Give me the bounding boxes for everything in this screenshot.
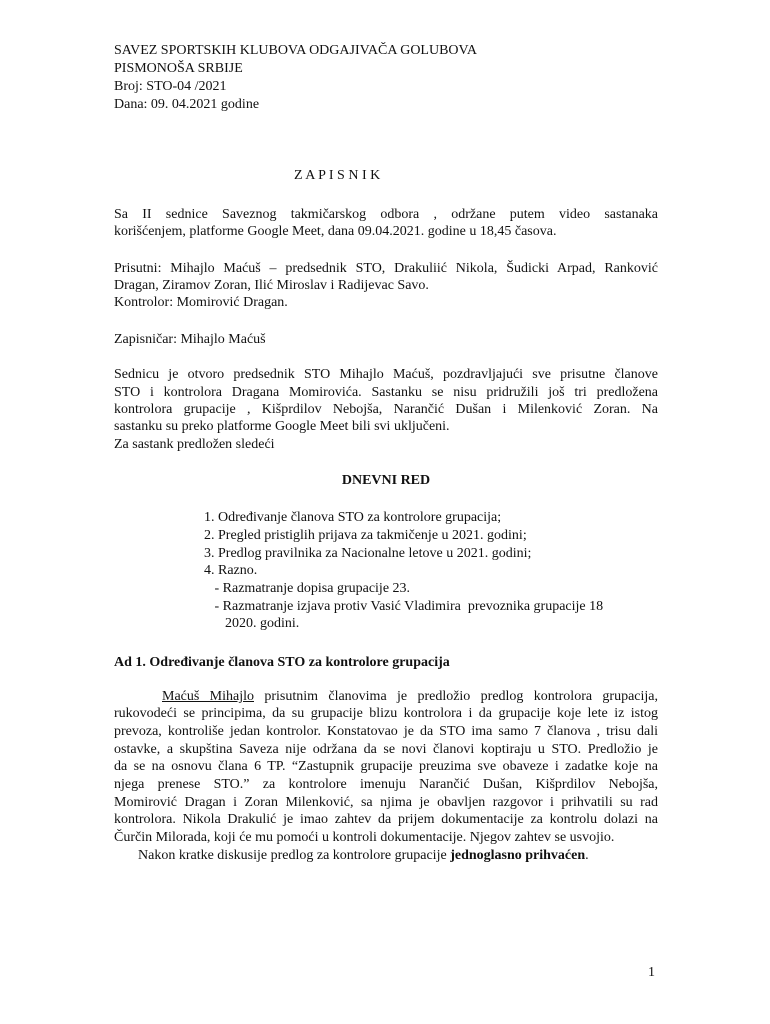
ad1-conclusion <box>138 847 589 865</box>
ad1-line-3: prevoza, kontroliše jedan kontrolor. Konstatovao je da STO ima samo 7 članova , trisu dali <box>114 724 658 739</box>
controller-line: Kontrolor: Momirović Dragan. <box>114 295 288 310</box>
document-number: Broj: STO-04 /2021 <box>114 79 227 94</box>
page-number: 1 <box>648 965 655 980</box>
ad1-line-8: kontrolora. Nikola Drakulić je imao zahtev da prijem dokumentacije za kontrolu dolazi na <box>114 812 658 827</box>
opening-line-5: Za sastank predložen sledeći <box>114 437 275 452</box>
ad1-conclusion-end: . <box>585 848 589 863</box>
opening-line-4: sastanku su preko platforme Google Meet bili svi uključeni. <box>114 419 450 434</box>
org-name: SAVEZ SPORTSKIH KLUBOVA ODGAJIVAČA GOLUBOVA <box>114 43 477 58</box>
agenda-subitem-1: - Razmatranje dopisa grupacije 23. <box>204 581 411 596</box>
opening-line-2: STO i kontrolora Dragana Momirovića. Sastanku se nisu pridružili još tri predložena <box>114 385 658 400</box>
agenda-item-2: 2. Pregled pristiglih prijava za takmičenje u 2021. godini; <box>204 528 527 543</box>
ad1-line-6: njega prenese STO.” za kontrolore imenuju Narančić Dušan, Kišprdilov Nebojša, <box>114 777 658 792</box>
ad1-line-2: rukovodeći se principima, da su grupacije blizu kontrolora i da grupacije koje lete iz istog <box>114 706 658 721</box>
attendees-line-1: Prisutni: Mihajlo Maćuš – predsednik STO, Drakuliić Nikola, Šudicki Arpad, Ranković <box>114 261 658 276</box>
agenda-item-4: 4. Razno. <box>204 563 258 578</box>
document-date: Dana: 09. 04.2021 godine <box>114 97 260 112</box>
org-name-2: PISMONOŠA SRBIJE <box>114 61 243 76</box>
ad1-line-4: ostavke, a skupština Saveza nije održana da se novi članovi koptiraju u STO. Predložio je <box>114 742 658 757</box>
document-title: Z A P I S N I K <box>294 168 381 183</box>
ad1-line-1 <box>162 688 658 706</box>
agenda-title: DNEVNI RED <box>341 473 431 488</box>
agenda-item-1: 1. Određivanje članova STO za kontrolore grupacija; <box>204 510 502 525</box>
opening-line-3: kontrolora grupacije , Kišprdilov Nebojša, Narančić Dušan i Milenković Zoran. Na <box>114 402 658 417</box>
recorder-line: Zapisničar: Mihajlo Maćuš <box>114 332 266 347</box>
section-ad1-heading: Ad 1. Određivanje članova STO za kontrolore grupacija <box>114 655 450 670</box>
ad1-line-1-rest: prisutnim članovima je predložio predlog kontrolora grupacija, <box>254 689 658 704</box>
opening-line-1: Sednicu je otvoro predsednik STO Mihajlo Maćuš, pozdravljajući sve prisutne članove <box>114 367 658 382</box>
ad1-conclusion-bold: jednoglasno prihvaćen <box>450 848 586 863</box>
ad1-line-5: da se na osnovu člana 6 TP. “Zastupnik grupacije preuzima sve obaveze i zadatke koje na <box>114 759 658 774</box>
ad1-conclusion-text: Nakon kratke diskusije predlog za kontrolore grupacije <box>138 848 451 863</box>
ad1-name: Maćuš Mihajlo <box>162 689 254 704</box>
ad1-line-9: Čurčin Milorada, koji će mu pomoći u kontroli dokumentacije. Njegov zahtev se usvojio. <box>114 830 615 845</box>
intro-line-2: korišćenjem, platforme Google Meet, dana 09.04.2021. godine u 18,45 časova. <box>114 224 557 239</box>
intro-line-1: Sa II sednice Saveznog takmičarskog odbora , održane putem video sastanaka <box>114 207 658 222</box>
agenda-subitem-2-cont: 2020. godini. <box>204 616 300 631</box>
ad1-line-7: Momirović Dragan i Zoran Milenković, sa njima je obavljen razgovor i prihvatili su rad <box>114 795 658 810</box>
agenda-subitem-2: - Razmatranje izjava protiv Vasić Vladimira prevoznika grupacije 18 <box>204 599 604 614</box>
agenda-item-3: 3. Predlog pravilnika za Nacionalne letove u 2021. godini; <box>204 546 532 561</box>
attendees-line-2: Dragan, Ziramov Zoran, Ilić Miroslav i Radijevac Savo. <box>114 278 429 293</box>
